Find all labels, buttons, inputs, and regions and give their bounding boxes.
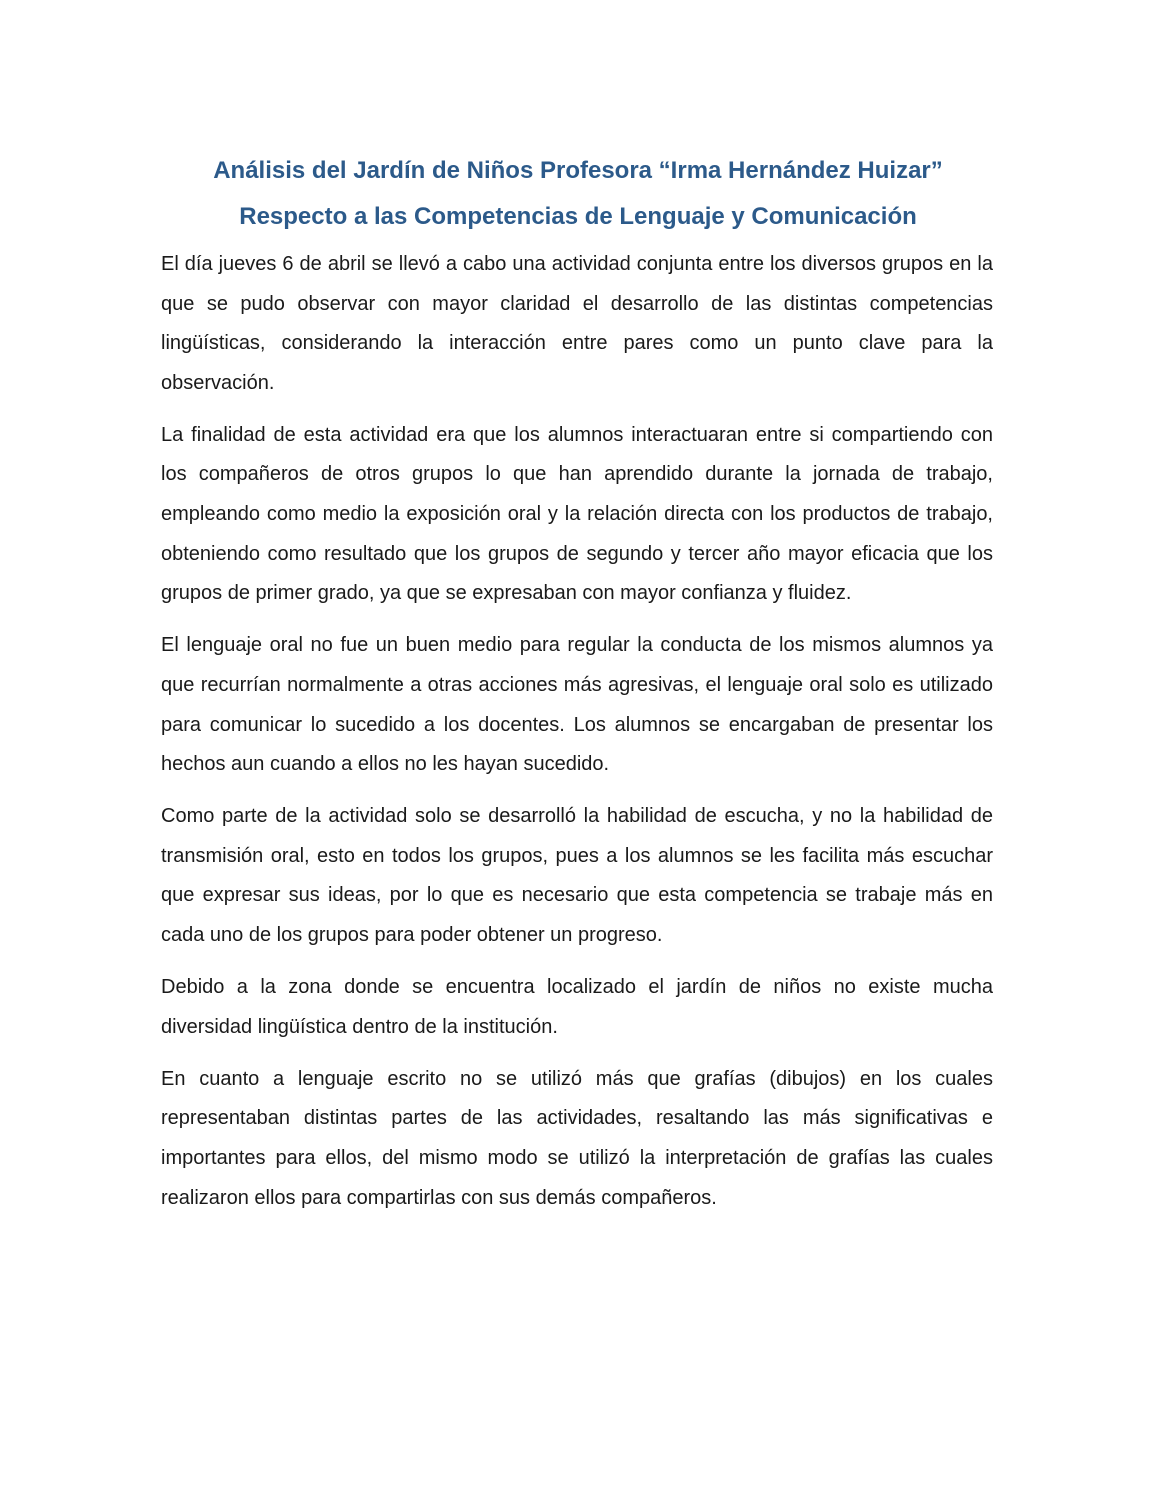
paragraph-1: El día jueves 6 de abril se llevó a cabo una actividad conjunta entre los diversos grupos en la que se pudo observar con mayor claridad el desarrollo de las distintas competencias lingüísticas, considerando la interacción entre pares como un punto clave para la observación. bbox=[161, 253, 993, 394]
paragraph-2: La finalidad de esta actividad era que los alumnos interactuaran entre si compartiendo con los compañeros de otros grupos lo que han aprendido durante la jornada de trabajo, empleando como medio la exposición oral y la relación directa con los productos de trabajo, obteniendo como resultado que los grupos de segundo y tercer año mayor eficacia que los grupos de primer grado, ya que se expresaban con mayor confianza y fluidez. bbox=[161, 423, 993, 605]
document-body bbox=[161, 245, 993, 1231]
paragraph-5: Debido a la zona donde se encuentra localizado el jardín de niños no existe mucha diversidad lingüística dentro de la institución. bbox=[161, 976, 993, 1038]
paragraph-3: El lenguaje oral no fue un buen medio para regular la conducta de los mismos alumnos ya que recurrían normalmente a otras acciones más agresivas, el lenguaje oral solo es utilizado para comunicar lo sucedido a los docentes. Los alumnos se encargaban de presentar los hechos aun cuando a ellos no les hayan sucedido. bbox=[161, 634, 993, 776]
document-title-line-1: Análisis del Jardín de Niños Profesora “Irma Hernández Huizar” bbox=[213, 157, 943, 184]
document-title-line-2: Respecto a las Competencias de Lenguaje y Comunicación bbox=[239, 203, 917, 230]
paragraph-6: En cuanto a lenguaje escrito no se utilizó más que grafías (dibujos) en los cuales representaban distintas partes de las actividades, resaltando las más significativas e importantes para ellos, del mismo modo se utilizó la interpretación de grafías las cuales realizaron ellos para compartirlas con sus demás compañeros. bbox=[161, 1067, 993, 1209]
paragraph-4: Como parte de la actividad solo se desarrolló la habilidad de escucha, y no la habilidad de transmisión oral, esto en todos los grupos, pues a los alumnos se les facilita más escuchar que expresar sus ideas, por lo que es necesario que esta competencia se trabaje más en cada uno de los grupos para poder obtener un progreso. bbox=[161, 805, 993, 946]
